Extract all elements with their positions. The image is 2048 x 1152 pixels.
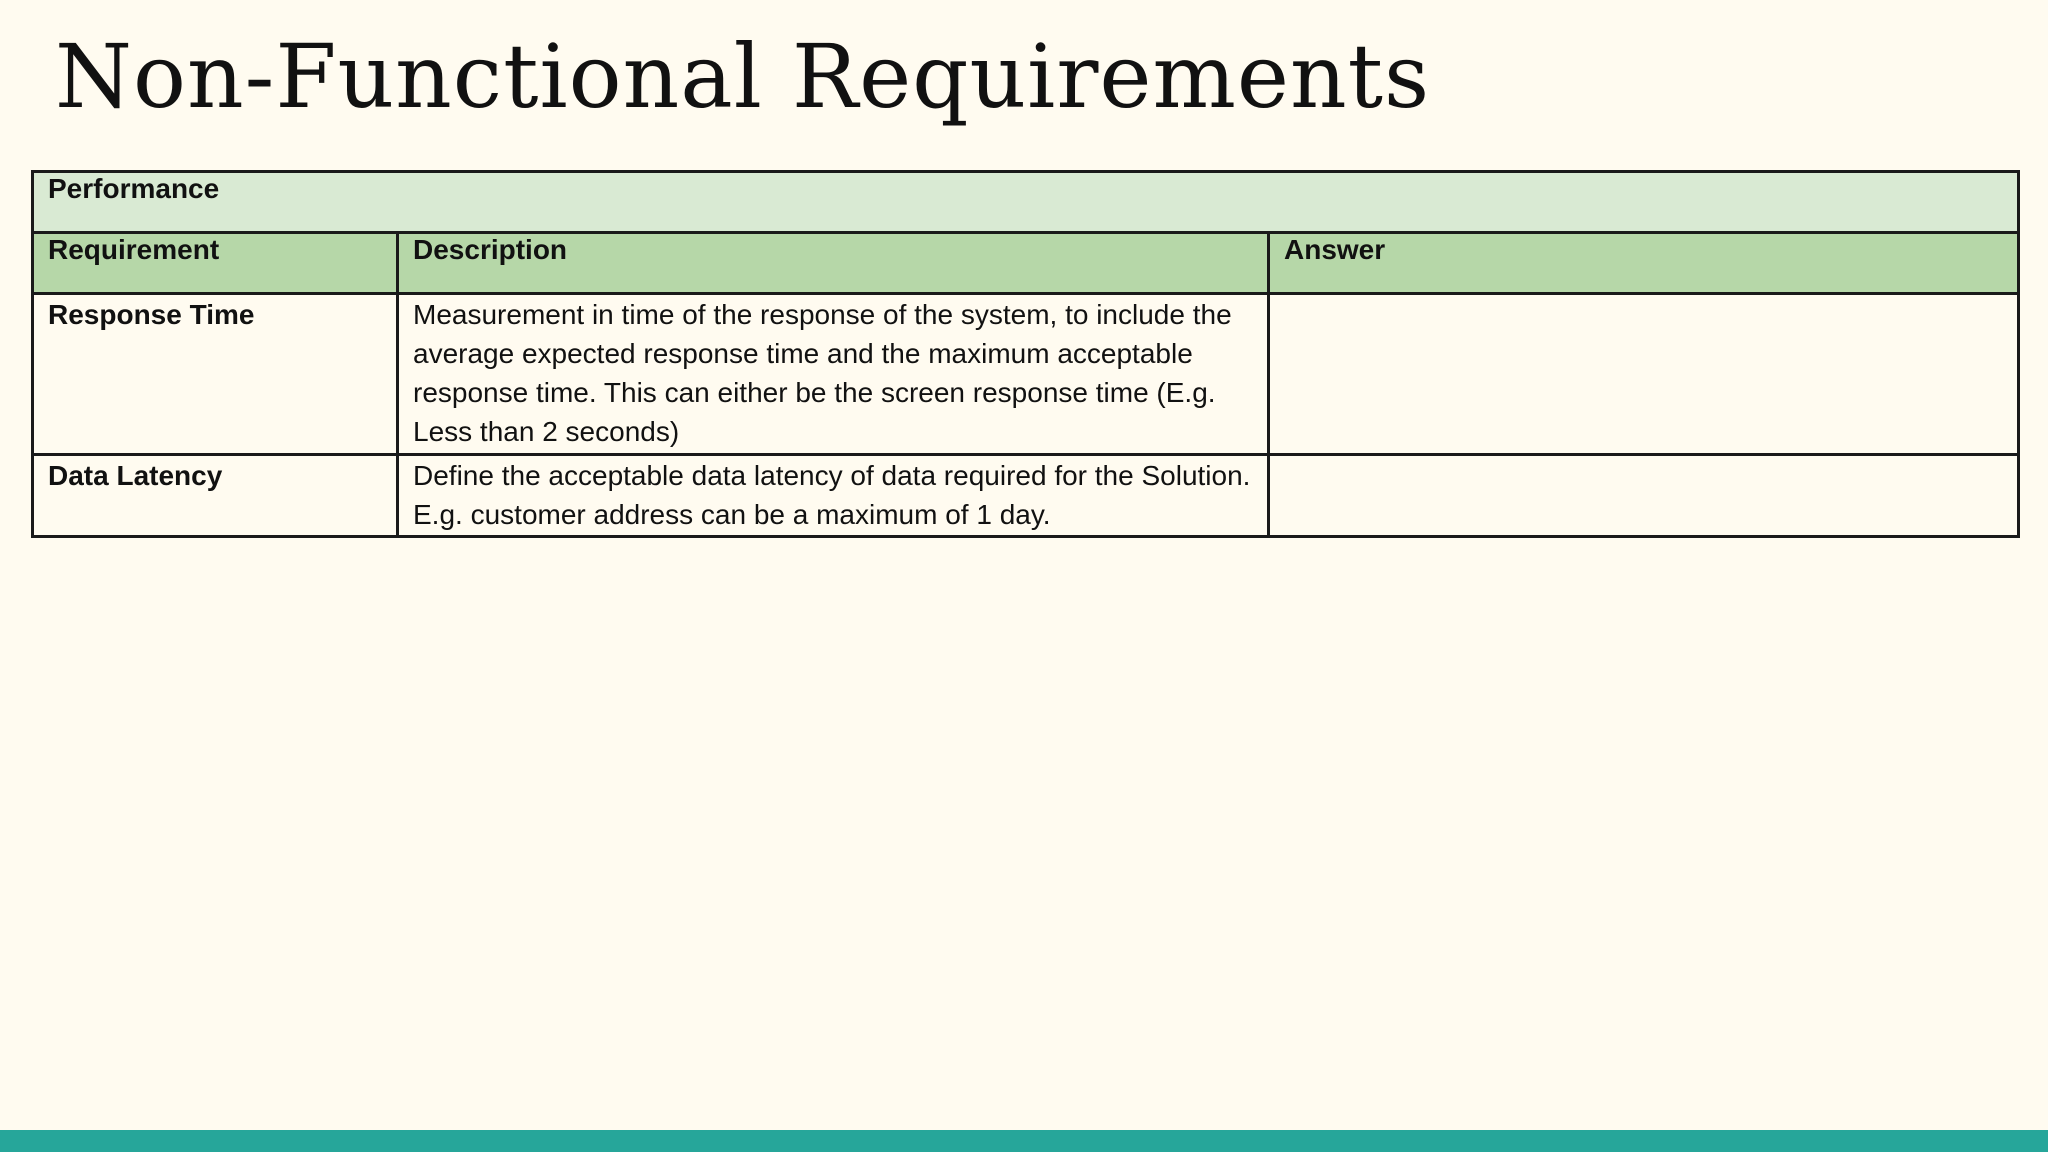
requirement-cell: Response Time — [33, 294, 398, 455]
column-header-description: Description — [398, 233, 1269, 294]
requirements-table — [31, 170, 2020, 538]
requirement-cell: Data Latency — [33, 455, 398, 537]
bottom-accent-bar — [0, 1130, 2048, 1152]
column-header-answer: Answer — [1269, 233, 2019, 294]
answer-cell[interactable] — [1269, 294, 2019, 455]
table-row — [33, 294, 2019, 455]
answer-cell[interactable] — [1269, 455, 2019, 537]
description-cell: Measurement in time of the response of the system, to include the average expected response time and the maximum acceptable response time. This can either be the screen response time (E.g. Less than 2 seconds) — [398, 294, 1269, 455]
description-cell: Define the acceptable data latency of data required for the Solution. E.g. customer address can be a maximum of 1 day. — [398, 455, 1269, 537]
column-header-row — [33, 233, 2019, 294]
section-header-row — [33, 172, 2019, 233]
slide-title: Non-Functional Requirements — [55, 25, 1431, 128]
table-row — [33, 455, 2019, 537]
section-header-performance: Performance — [33, 172, 2019, 233]
column-header-requirement: Requirement — [33, 233, 398, 294]
